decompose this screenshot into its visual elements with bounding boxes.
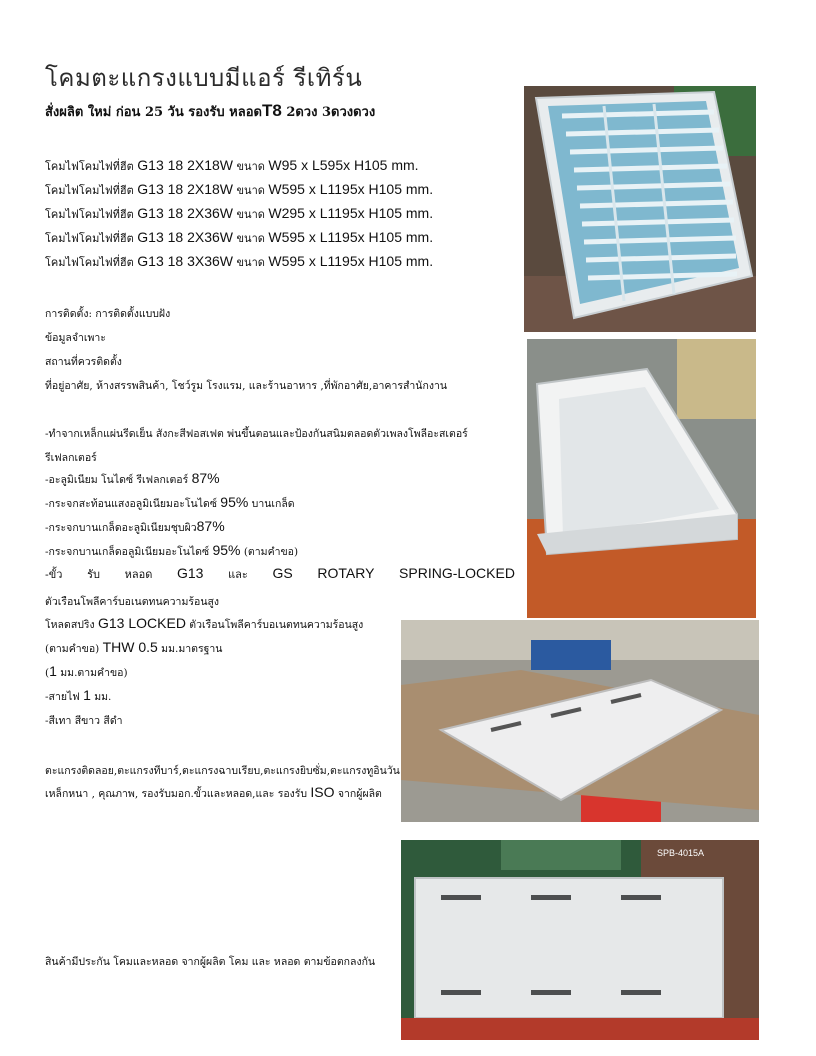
feature-mirror: [45, 494, 295, 512]
feature-text: มม.ตามคำขอ): [56, 667, 128, 679]
photo-louver-fixture: [524, 86, 756, 332]
spec-size-label: ขนาด: [236, 208, 265, 221]
feature-louver2: [45, 542, 298, 560]
spec-model: G13 18 2X36W: [137, 229, 234, 245]
photo-slotted-panel: [401, 620, 759, 822]
install-place-label: สถานที่ควรติดตั้ง: [45, 356, 122, 368]
subtitle-post: 2ดวง 3ดวงดวง: [281, 105, 376, 120]
feature-text: มม.มาตรฐาน: [157, 643, 223, 655]
spec-model: G13 18 2X18W: [137, 181, 234, 197]
related-line2: [45, 784, 382, 802]
feature-text: (: [45, 667, 50, 679]
spec-size: W95 x L595x H105 mm.: [268, 157, 419, 173]
spec-size-label: ขนาด: [236, 232, 265, 245]
spec-model: G13 18 2X36W: [137, 205, 234, 221]
feature-text: -กระจกบานเกล็ดอะลูมิเนียมชุบผิว: [45, 522, 197, 534]
feature-wire-alt: [45, 663, 128, 681]
feature-text: -กระจกบานเกล็ดอลูมิเนียมอะโนไดซ์: [45, 546, 213, 558]
feature-text: (ตามคำขอ): [45, 643, 103, 655]
related-text: จากผู้ผลิต: [334, 788, 382, 800]
holder-word: GS: [272, 565, 293, 581]
spec-line: [45, 181, 433, 199]
holder-word: รับ: [87, 568, 100, 581]
holder-word: -ขั้ว: [45, 568, 63, 581]
spec-thai: โคมไฟโคมไฟที่ฮีต: [45, 184, 134, 197]
feature-wire: [45, 639, 222, 657]
related-text: เหล็กหนา , คุณภาพ, รองรับมอก.ขั้วและหลอด,และ รองรับ: [45, 788, 311, 800]
install-places: ที่อยู่อาศัย, ห้างสรรพสินค้า, โชว์รูม โรงแรม, และร้านอาหาร ,ที่พักอาศัย,อาคารสำนักงาน: [45, 380, 448, 392]
spec-size: W595 x L1195x H105 mm.: [268, 181, 434, 197]
spec-line: [45, 253, 433, 271]
feature-value: 95%: [220, 494, 249, 510]
spec-line: [45, 205, 433, 223]
install-method: การติดตั้ง: การติดตั้งแบบฝัง: [45, 308, 171, 320]
feature-value: 95%: [212, 542, 241, 558]
feature-holder-line2: ตัวเรือนโพลีคาร์บอเนตทนความร้อนสูง: [45, 596, 220, 608]
related-line1: ตะแกรงติดลอย,ตะแกรงทีบาร์,ตะแกรงฉาบเรียบ,ตะแกรงยิบซั่ม,ตะแกรงทูอินวัน: [45, 765, 400, 777]
spec-thai: โคมไฟโคมไฟที่ฮีต: [45, 208, 134, 221]
holder-word: ROTARY: [317, 565, 375, 581]
spec-thai: โคมไฟโคมไฟที่ฮีต: [45, 256, 134, 269]
spec-model: G13 18 2X18W: [137, 157, 234, 173]
photo-workshop-panel: [401, 840, 759, 1040]
feature-value: G13 LOCKED: [98, 615, 186, 631]
feature-value: 1: [49, 663, 57, 679]
warranty-note: สินค้ามีประกัน โคมและหลอด จากผู้ผลิต โคม และ หลอด ตามข้อตกลงกัน: [45, 956, 376, 968]
feature-louver1: [45, 518, 225, 536]
feature-value: THW 0.5: [102, 639, 158, 655]
feature-text: บานเกล็ด: [248, 498, 295, 510]
feature-text: -กระจกสะท้อนแสงอลูมิเนียมอะโนไดซ์: [45, 498, 221, 510]
spec-thai: โคมไฟโคมไฟที่ฮีต: [45, 160, 134, 173]
subtitle-lamp: T8: [261, 101, 282, 120]
feature-text: -สายไฟ: [45, 691, 84, 703]
page-title: โคมตะแกรงแบบมีแอร์ รีเทิร์น: [45, 64, 363, 92]
subtitle-pre: สั่งผลิต ใหม่ ก่อน 25 วัน รองรับ หลอด: [45, 105, 262, 120]
spec-model: G13 18 3X36W: [137, 253, 234, 269]
feature-text: (ตามคำขอ): [240, 546, 299, 558]
feature-al-reflector: [45, 470, 220, 488]
spec-size-label: ขนาด: [236, 256, 265, 269]
feature-body-line1: -ทำจากเหล็กแผ่นรีดเย็น สังกะสีฟอสเฟต พ่นขึ้นตอนและป้องกันสนิมตลอดตัวเพลงโพลีอะสเตอร์: [45, 428, 468, 440]
spec-size: W595 x L1195x H105 mm.: [268, 253, 434, 269]
feature-text: มม.: [90, 691, 112, 703]
spec-thai: โคมไฟโคมไฟที่ฮีต: [45, 232, 134, 245]
subtitle: [45, 101, 375, 122]
photo-label: SPB-4015A: [657, 848, 705, 858]
install-info: ข้อมูลจำเพาะ: [45, 332, 106, 344]
feature-colors: -สีเทา สีขาว สีดำ: [45, 715, 123, 727]
spec-line: [45, 229, 433, 247]
feature-value: 87%: [191, 470, 220, 486]
holder-word: หลอด: [124, 568, 153, 581]
feature-text: -อะลูมิเนียม โนไดซ์ รีเฟลกเตอร์: [45, 474, 192, 486]
related-value: ISO: [310, 784, 335, 800]
feature-value: 1: [83, 687, 91, 703]
feature-text: ตัวเรือนโพลีคาร์บอเนตทนความร้อนสูง: [185, 619, 364, 631]
feature-cable: [45, 687, 111, 705]
holder-word: G13: [176, 565, 204, 581]
feature-text: โหลดสปริง: [45, 619, 98, 631]
spec-size: W595 x L1195x H105 mm.: [268, 229, 434, 245]
holder-word: และ: [228, 568, 248, 581]
holder-word: SPRING-LOCKED: [399, 565, 515, 581]
spec-line: [45, 157, 419, 175]
photo-open-housing: [527, 339, 756, 618]
spec-size-label: ขนาด: [236, 160, 265, 173]
spec-size: W295 x L1195x H105 mm.: [268, 205, 434, 221]
feature-holder-line: [45, 565, 515, 583]
feature-spring: [45, 615, 363, 633]
feature-value: 87%: [196, 518, 225, 534]
feature-body-line2: รีเฟลกเตอร์: [45, 452, 97, 464]
spec-size-label: ขนาด: [236, 184, 265, 197]
